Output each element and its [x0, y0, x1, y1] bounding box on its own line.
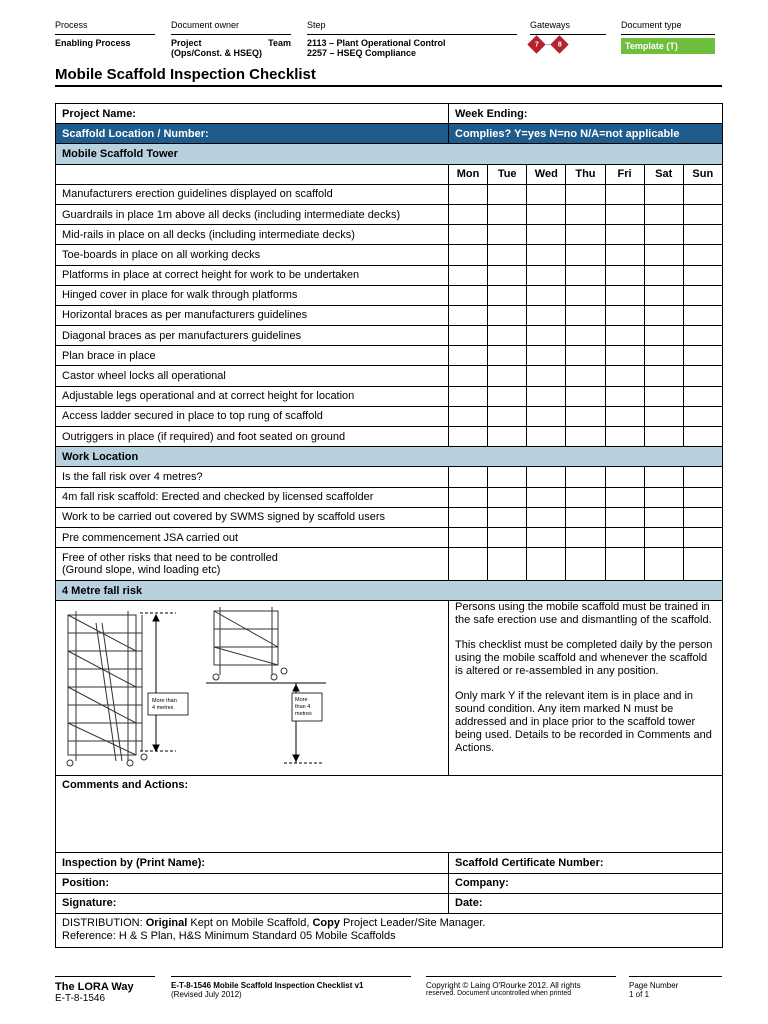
day-header-row	[56, 164, 723, 184]
check-cell[interactable]	[605, 406, 644, 426]
check-cell[interactable]	[605, 507, 644, 527]
check-cell[interactable]	[449, 406, 488, 426]
check-cell[interactable]	[644, 346, 683, 366]
checklist-item-label: Work to be carried out covered by SWMS signed by scaffold users	[56, 507, 449, 527]
check-cell[interactable]	[644, 487, 683, 507]
check-cell[interactable]	[644, 427, 683, 447]
check-cell[interactable]	[644, 467, 683, 487]
check-cell[interactable]	[566, 326, 605, 346]
check-cell[interactable]	[683, 245, 722, 265]
check-cell[interactable]	[488, 427, 527, 447]
check-cell[interactable]	[488, 285, 527, 305]
check-cell[interactable]	[449, 265, 488, 285]
instruction-p1: Persons using the mobile scaffold must be trained in the safe erection use and dismantling of the scaffold.	[455, 601, 712, 627]
checklist-item-label: Access ladder secured in place to top rung of scaffold	[56, 406, 449, 426]
instruction-p2: This checklist must be completed daily by the person using the mobile scaffold and whenever the scaffold is altered or re-assembled in any position.	[455, 639, 713, 678]
check-cell[interactable]	[644, 204, 683, 224]
comments-actions-field[interactable]: Comments and Actions:	[56, 776, 723, 853]
checklist-row	[56, 386, 723, 406]
owner-label: Document owner	[171, 19, 291, 35]
check-cell[interactable]	[488, 265, 527, 285]
check-cell[interactable]	[683, 548, 722, 581]
checklist-item-label: Horizontal braces as per manufacturers guidelines	[56, 305, 449, 325]
check-cell[interactable]	[683, 487, 722, 507]
check-cell[interactable]	[683, 527, 722, 547]
check-cell[interactable]	[605, 527, 644, 547]
check-cell[interactable]	[527, 406, 566, 426]
work-items	[56, 467, 723, 548]
check-cell[interactable]	[605, 245, 644, 265]
check-cell[interactable]	[644, 265, 683, 285]
check-cell[interactable]	[683, 225, 722, 245]
check-cell[interactable]	[683, 406, 722, 426]
page-title: Mobile Scaffold Inspection Checklist	[55, 66, 722, 87]
check-cell[interactable]	[644, 285, 683, 305]
check-cell[interactable]	[566, 305, 605, 325]
check-cell[interactable]	[527, 326, 566, 346]
footer-doc-code: E-T-8-1546	[55, 993, 106, 1004]
check-cell[interactable]	[488, 204, 527, 224]
check-cell[interactable]	[566, 386, 605, 406]
left-dimension-label-1: More than	[152, 698, 177, 705]
check-cell[interactable]	[527, 245, 566, 265]
check-cell[interactable]	[449, 326, 488, 346]
check-cell[interactable]	[683, 204, 722, 224]
checklist-row	[56, 265, 723, 285]
tower-items	[56, 184, 723, 446]
check-cell[interactable]	[527, 305, 566, 325]
complies-legend: Complies? Y=yes N=no N/A=not applicable	[449, 124, 723, 144]
distribution-note	[56, 913, 723, 947]
week-ending-field[interactable]: Week Ending:	[449, 104, 723, 124]
day-mon: Mon	[449, 164, 488, 184]
step-line2: 2257 – HSEQ Compliance	[307, 48, 417, 58]
check-cell[interactable]	[488, 305, 527, 325]
check-cell[interactable]	[566, 548, 605, 581]
checklist-row	[56, 406, 723, 426]
owner-column	[171, 19, 291, 58]
check-cell[interactable]	[488, 527, 527, 547]
check-cell[interactable]	[605, 366, 644, 386]
check-cell[interactable]	[644, 305, 683, 325]
check-cell[interactable]	[449, 427, 488, 447]
check-cell[interactable]	[527, 204, 566, 224]
checklist-item-label: Diagonal braces as per manufacturers guidelines	[56, 326, 449, 346]
footer-page-value: 1 of 1	[629, 990, 650, 999]
section-heading-fall-risk: 4 Metre fall risk	[56, 581, 723, 601]
check-cell[interactable]	[644, 386, 683, 406]
check-cell[interactable]	[527, 487, 566, 507]
check-cell[interactable]	[527, 527, 566, 547]
step-line1: 2113 – Plant Operational Control	[307, 38, 446, 48]
check-cell[interactable]	[605, 467, 644, 487]
check-cell[interactable]	[449, 305, 488, 325]
check-cell[interactable]	[488, 326, 527, 346]
checklist-row	[56, 225, 723, 245]
process-column	[55, 19, 155, 48]
checklist-item-label: 4m fall risk scaffold: Erected and checked by licensed scaffolder	[56, 487, 449, 507]
check-cell[interactable]	[449, 184, 488, 204]
check-cell[interactable]	[527, 467, 566, 487]
step-value	[307, 35, 517, 58]
checklist-item-label: Manufacturers erection guidelines displayed on scaffold	[56, 184, 449, 204]
check-cell[interactable]	[488, 225, 527, 245]
gateways-label: Gateways	[530, 19, 606, 35]
footer-copyright-line1: Copyright © Laing O'Rourke 2012. All rights	[426, 981, 581, 990]
checklist-row	[56, 527, 723, 547]
gateways-badges	[530, 35, 606, 51]
check-cell[interactable]	[683, 346, 722, 366]
check-cell[interactable]	[644, 245, 683, 265]
check-cell[interactable]	[566, 285, 605, 305]
check-cell[interactable]	[644, 527, 683, 547]
checklist-item-label: Guardrails in place 1m above all decks (including intermediate decks)	[56, 204, 449, 224]
check-cell[interactable]	[566, 265, 605, 285]
instruction-p3: Only mark Y if the relevant item is in place and in sound condition. Any item marked N must be addressed and in place prior to the scaffold tower being used. Details to be recorded in Comments and Actions.	[455, 690, 712, 755]
check-cell[interactable]	[449, 548, 488, 581]
checklist-row	[56, 366, 723, 386]
footer-copyright-line2: reserved. Document uncontrolled when printed	[426, 990, 572, 997]
inspection-by-field[interactable]: Inspection by (Print Name):	[56, 853, 449, 873]
check-cell[interactable]	[488, 406, 527, 426]
checklist-row	[56, 285, 723, 305]
reference-line: Reference: H & S Plan, H&S Minimum Standard 05 Mobile Scaffolds	[62, 930, 396, 943]
check-cell[interactable]	[683, 265, 722, 285]
check-cell[interactable]	[566, 467, 605, 487]
check-cell[interactable]	[488, 346, 527, 366]
gateway-separator: –	[546, 40, 551, 49]
checklist-item-label: Adjustable legs operational and at correct height for location	[56, 386, 449, 406]
check-cell[interactable]	[644, 184, 683, 204]
instructions-text	[449, 601, 723, 776]
section-heading-tower: Mobile Scaffold Tower	[56, 144, 723, 164]
check-cell[interactable]	[527, 366, 566, 386]
check-cell[interactable]	[566, 406, 605, 426]
check-cell[interactable]	[683, 507, 722, 527]
check-cell[interactable]	[605, 285, 644, 305]
footer-doc-title	[171, 976, 411, 999]
check-cell[interactable]	[488, 184, 527, 204]
check-cell[interactable]	[527, 346, 566, 366]
check-cell[interactable]	[449, 285, 488, 305]
check-cell[interactable]	[605, 487, 644, 507]
check-cell[interactable]	[449, 245, 488, 265]
checklist-item-label	[56, 548, 449, 581]
check-cell[interactable]	[566, 204, 605, 224]
check-cell[interactable]	[488, 245, 527, 265]
checklist-item-label: Plan brace in place	[56, 346, 449, 366]
check-cell[interactable]	[449, 386, 488, 406]
checklist-row	[56, 184, 723, 204]
checklist-row	[56, 548, 723, 581]
position-field[interactable]: Position:	[56, 873, 449, 893]
right-dimension-label-1: More	[295, 697, 308, 704]
check-cell[interactable]	[644, 326, 683, 346]
footer-copyright	[426, 976, 616, 997]
checklist-item-label: Toe-boards in place on all working decks	[56, 245, 449, 265]
distribution-line: DISTRIBUTION: Original Kept on Mobile Scaffold, Copy Project Leader/Site Manager.	[62, 917, 486, 930]
checklist-row	[56, 467, 723, 487]
doctype-column	[621, 19, 715, 54]
scaffold-location-field[interactable]: Scaffold Location / Number:	[56, 124, 449, 144]
left-height-dimension	[140, 613, 176, 751]
check-cell[interactable]	[449, 225, 488, 245]
checklist-row	[56, 305, 723, 325]
doctype-badge: Template (T)	[621, 38, 715, 54]
checklist-item-label: Pre commencement JSA carried out	[56, 527, 449, 547]
gateways-column	[530, 19, 606, 51]
day-fri: Fri	[605, 164, 644, 184]
owner-line1-b: Team	[268, 38, 291, 48]
check-cell[interactable]	[449, 467, 488, 487]
right-dimension-label-2: than 4	[295, 704, 311, 711]
check-cell[interactable]	[605, 386, 644, 406]
check-cell[interactable]	[605, 427, 644, 447]
checklist-item-label: Castor wheel locks all operational	[56, 366, 449, 386]
process-label: Process	[55, 19, 155, 35]
check-cell[interactable]	[449, 487, 488, 507]
check-cell[interactable]	[527, 507, 566, 527]
checklist-row	[56, 326, 723, 346]
checklist-item-label: Is the fall risk over 4 metres?	[56, 467, 449, 487]
check-cell[interactable]	[683, 285, 722, 305]
check-cell[interactable]	[683, 427, 722, 447]
day-thu: Thu	[566, 164, 605, 184]
check-cell[interactable]	[449, 527, 488, 547]
company-field[interactable]: Company:	[449, 873, 723, 893]
checklist-item-label: Hinged cover in place for walk through platforms	[56, 285, 449, 305]
scaffold-diagram	[56, 601, 328, 775]
footer-brand	[55, 976, 155, 1004]
checklist-row	[56, 245, 723, 265]
certificate-number-field[interactable]: Scaffold Certificate Number:	[449, 853, 723, 873]
check-cell[interactable]	[527, 386, 566, 406]
check-cell[interactable]	[566, 527, 605, 547]
project-name-field[interactable]: Project Name:	[56, 104, 449, 124]
day-wed: Wed	[527, 164, 566, 184]
check-cell[interactable]	[683, 386, 722, 406]
check-cell[interactable]	[449, 366, 488, 386]
check-cell[interactable]	[644, 548, 683, 581]
footer-brand-name: The LORA Way	[55, 981, 134, 993]
footer-page-label: Page Number	[629, 981, 679, 990]
check-cell[interactable]	[605, 305, 644, 325]
right-dimension-label-3: metres	[295, 711, 312, 718]
item-line2: (Ground slope, wind loading etc)	[62, 564, 221, 577]
owner-value	[171, 35, 291, 58]
day-sun: Sun	[683, 164, 722, 184]
left-dimension-label-2: 4 metres	[152, 705, 174, 712]
day-sat: Sat	[644, 164, 683, 184]
step-column	[307, 19, 517, 58]
check-cell[interactable]	[449, 346, 488, 366]
check-cell[interactable]	[644, 507, 683, 527]
footer-page	[629, 976, 722, 999]
process-value: Enabling Process	[55, 38, 131, 48]
check-cell[interactable]	[566, 366, 605, 386]
check-cell[interactable]	[527, 285, 566, 305]
check-cell[interactable]	[488, 507, 527, 527]
check-cell[interactable]	[683, 184, 722, 204]
checklist-item-label: Outriggers in place (if required) and foot seated on ground	[56, 427, 449, 447]
check-cell[interactable]	[605, 265, 644, 285]
date-field[interactable]: Date:	[449, 893, 723, 913]
check-cell[interactable]	[449, 204, 488, 224]
check-cell[interactable]	[527, 427, 566, 447]
signature-field[interactable]: Signature:	[56, 893, 449, 913]
document-footer	[55, 976, 722, 1006]
check-cell[interactable]	[605, 225, 644, 245]
checklist-table	[55, 103, 723, 948]
check-cell[interactable]	[605, 326, 644, 346]
check-cell[interactable]	[566, 427, 605, 447]
gateway-7-badge: 7	[527, 35, 545, 53]
check-cell[interactable]	[644, 225, 683, 245]
day-tue: Tue	[488, 164, 527, 184]
scaffold-diagram-cell	[56, 601, 449, 776]
check-cell[interactable]	[605, 548, 644, 581]
owner-line1-a: Project	[171, 38, 202, 48]
item-line1: Free of other risks that need to be controlled	[62, 552, 278, 565]
footer-revised: (Revised July 2012)	[171, 990, 242, 999]
owner-line2: (Ops/Const. & HSEQ)	[171, 48, 263, 58]
check-cell[interactable]	[527, 548, 566, 581]
check-cell[interactable]	[566, 184, 605, 204]
checklist-row	[56, 427, 723, 447]
checklist-row	[56, 507, 723, 527]
check-cell[interactable]	[683, 366, 722, 386]
step-label: Step	[307, 19, 517, 35]
section-heading-work-location: Work Location	[56, 447, 723, 467]
check-cell[interactable]	[488, 386, 527, 406]
check-cell[interactable]	[683, 467, 722, 487]
short-scaffold-drawing	[213, 607, 287, 680]
checklist-item-label: Mid-rails in place on all decks (including intermediate decks)	[56, 225, 449, 245]
checklist-row	[56, 346, 723, 366]
tall-scaffold-drawing	[67, 611, 147, 766]
checklist-row	[56, 487, 723, 507]
check-cell[interactable]	[488, 487, 527, 507]
check-cell[interactable]	[488, 467, 527, 487]
document-header	[55, 19, 715, 59]
footer-title-text: E-T-8-1546 Mobile Scaffold Inspection Checklist v1	[171, 981, 364, 990]
check-cell[interactable]	[683, 326, 722, 346]
day-header-spacer	[56, 164, 449, 184]
check-cell[interactable]	[449, 507, 488, 527]
check-cell[interactable]	[644, 366, 683, 386]
check-cell[interactable]	[527, 225, 566, 245]
check-cell[interactable]	[488, 366, 527, 386]
check-cell[interactable]	[527, 184, 566, 204]
check-cell[interactable]	[644, 406, 683, 426]
gateway-8-badge: 8	[551, 35, 569, 53]
check-cell[interactable]	[683, 305, 722, 325]
check-cell[interactable]	[527, 265, 566, 285]
check-cell[interactable]	[605, 204, 644, 224]
doctype-label: Document type	[621, 19, 715, 35]
check-cell[interactable]	[488, 548, 527, 581]
check-cell[interactable]	[605, 184, 644, 204]
check-cell[interactable]	[566, 346, 605, 366]
check-cell[interactable]	[566, 507, 605, 527]
check-cell[interactable]	[566, 225, 605, 245]
check-cell[interactable]	[566, 487, 605, 507]
checklist-row	[56, 204, 723, 224]
check-cell[interactable]	[566, 245, 605, 265]
checklist-item-label: Platforms in place at correct height for work to be undertaken	[56, 265, 449, 285]
check-cell[interactable]	[605, 346, 644, 366]
